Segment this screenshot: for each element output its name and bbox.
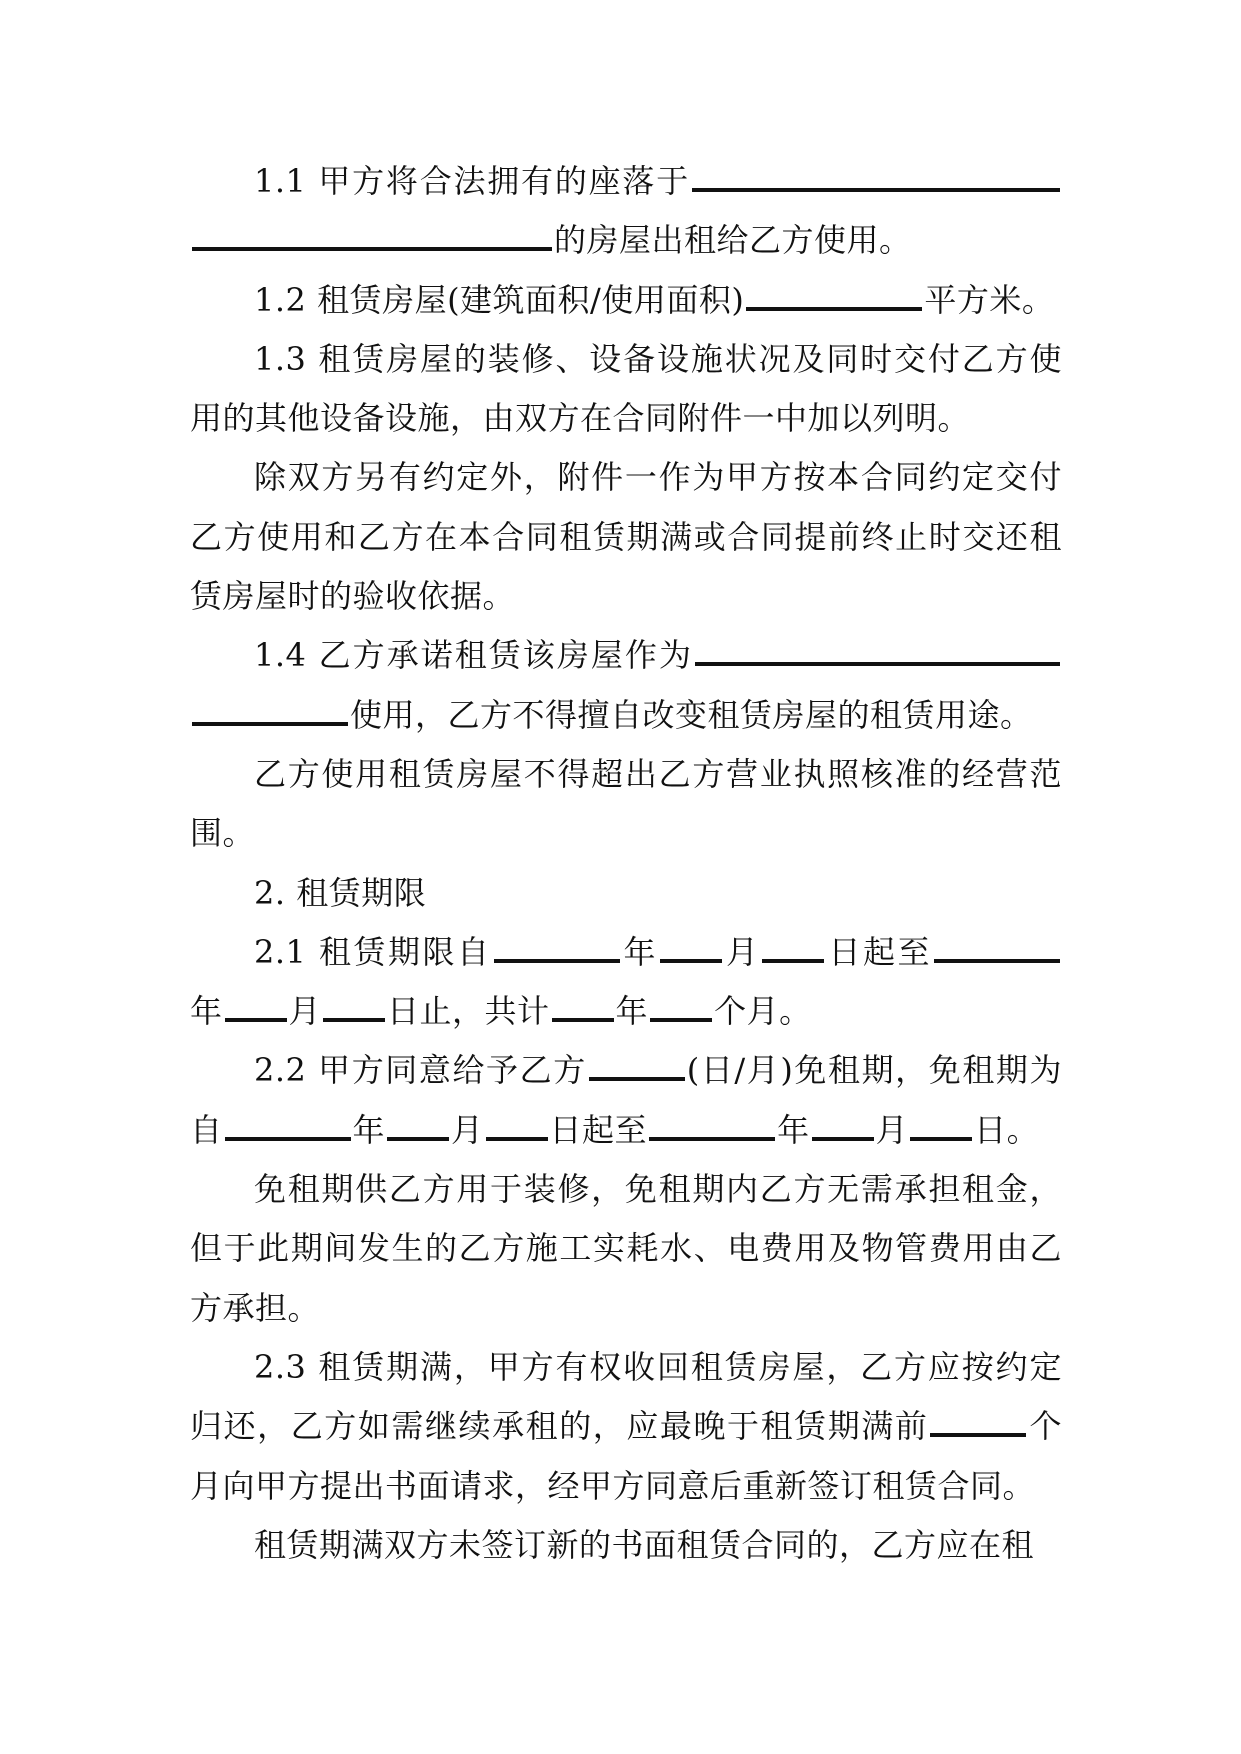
clause-2-3 bbox=[190, 1338, 1062, 1516]
clause-text: 个月。 bbox=[714, 992, 812, 1031]
clause-text: 的房屋出租给乙方使用。 bbox=[554, 221, 912, 260]
clause-appendix: 除双方另有约定外，附件一作为甲方按本合同约定交付乙方使用和乙方在本合同租赁期满或合同提前终止时交还租赁房屋时的验收依据。 bbox=[190, 458, 1062, 616]
contract-body bbox=[190, 152, 1062, 1575]
clause-1-2 bbox=[190, 271, 1062, 330]
blank-field bbox=[486, 1136, 548, 1141]
clause-rent-free: 免租期供乙方用于装修，免租期内乙方无需承担租金，但于此期间发生的乙方施工实耗水、电费用及物管费用由乙方承担。 bbox=[190, 1170, 1062, 1327]
blank-field bbox=[910, 1136, 972, 1141]
blank-field bbox=[494, 958, 620, 963]
clause-text: 日起至 bbox=[826, 932, 932, 971]
clause-text: 日。 bbox=[974, 1110, 1040, 1149]
clause-2-1 bbox=[190, 923, 1062, 1042]
clause-text: 1.2 租赁房屋(建筑面积/使用面积) bbox=[254, 280, 745, 319]
clause-text: 月 bbox=[724, 932, 761, 971]
clause-text: 1.4 乙方承诺租赁该房屋作为 bbox=[254, 636, 693, 675]
clause-1-3: 1.3 租赁房屋的装修、设备设施状况及同时交付乙方使用的其他设备设施，由双方在合同附件一中加以列明。 bbox=[190, 339, 1062, 438]
clause-text: 个月向甲方提出书面请求，经甲方同意后重新签订租赁合同。 bbox=[190, 1407, 1062, 1505]
blank-field bbox=[695, 661, 1060, 666]
blank-field bbox=[762, 958, 824, 963]
blank-field bbox=[930, 1432, 1026, 1437]
blank-field bbox=[192, 721, 348, 726]
blank-field bbox=[552, 1017, 614, 1022]
clause-1-1 bbox=[190, 152, 1062, 271]
blank-field bbox=[225, 1136, 351, 1141]
clause-2-2 bbox=[190, 1041, 1062, 1160]
blank-field bbox=[589, 1076, 685, 1081]
blank-field bbox=[387, 1136, 449, 1141]
blank-field bbox=[812, 1136, 874, 1141]
clause-text: 月 bbox=[451, 1110, 484, 1149]
clause-text: 日起至 bbox=[549, 1110, 648, 1149]
clause-text: 月 bbox=[288, 992, 322, 1031]
clause-1-4 bbox=[190, 626, 1062, 745]
clause-text: 年 bbox=[777, 1110, 810, 1149]
clause-business-scope: 乙方使用租赁房屋不得超出乙方营业执照核准的经营范围。 bbox=[190, 754, 1062, 853]
clause-text: 月 bbox=[875, 1110, 909, 1149]
clause-text: 年 bbox=[615, 992, 649, 1031]
clause-text: 年 bbox=[621, 932, 658, 971]
clause-text: 2.1 租赁期限自 bbox=[254, 932, 492, 971]
blank-field bbox=[649, 1136, 775, 1141]
blank-field bbox=[692, 187, 1060, 192]
blank-field bbox=[660, 958, 722, 963]
clause-text: 年 bbox=[190, 992, 223, 1031]
blank-field bbox=[650, 1017, 712, 1022]
blank-field bbox=[934, 958, 1060, 963]
clause-text: (日/月)免租期，免租期为自 bbox=[190, 1051, 1062, 1149]
section-heading-2: 2. 租赁期限 bbox=[254, 873, 427, 912]
blank-field bbox=[225, 1017, 287, 1022]
blank-field bbox=[192, 246, 552, 251]
clause-text: 2.3 租赁期满，甲方有权收回租赁房屋，乙方应按约定归还，乙方如需继续承租的，应最晚于租赁期满前 bbox=[190, 1347, 1062, 1446]
clause-text: 平方米。 bbox=[924, 280, 1055, 319]
clause-text: 使用，乙方不得擅自改变租赁房屋的租赁用途。 bbox=[350, 695, 1033, 734]
clause-text: 年 bbox=[352, 1110, 386, 1149]
clause-expiry: 租赁期满双方未签订新的书面租赁合同的，乙方应在租 bbox=[254, 1525, 1035, 1564]
clause-text: 1.1 甲方将合法拥有的座落于 bbox=[254, 162, 690, 200]
clause-text: 日止，共计 bbox=[387, 992, 550, 1031]
blank-field bbox=[323, 1017, 385, 1022]
clause-text: 2.2 甲方同意给予乙方 bbox=[254, 1051, 587, 1090]
blank-field bbox=[746, 306, 922, 311]
